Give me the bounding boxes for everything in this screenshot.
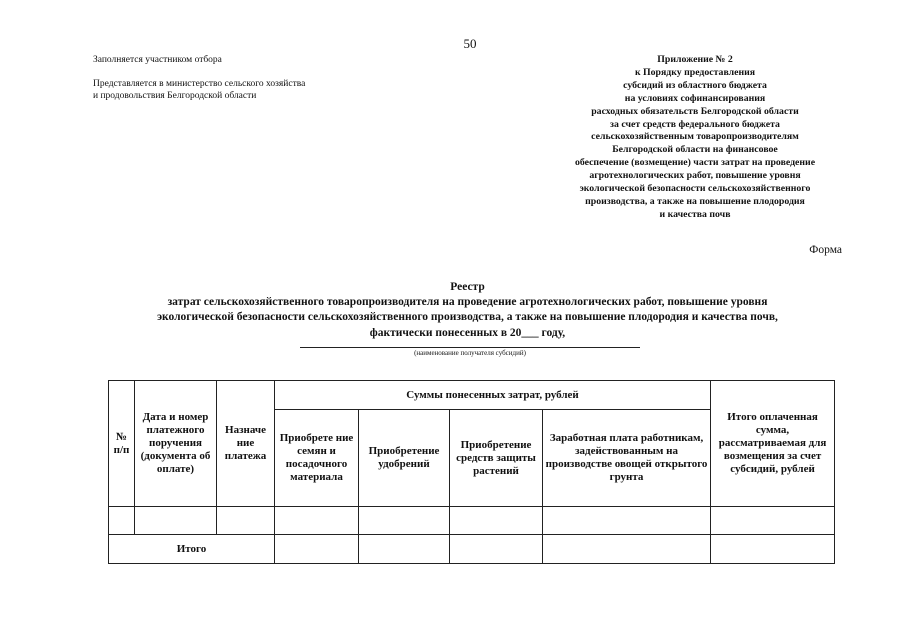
header-seeds: Приобрете ние семян и посадочного материала (275, 410, 359, 507)
header-plant-protection: Приобретение средств защиты растений (450, 410, 543, 507)
table-cell (711, 535, 835, 564)
table-row (109, 507, 835, 535)
appendix-line: обеспечение (возмещение) части затрат на проведение (574, 157, 816, 169)
form-label: Форма (809, 244, 842, 256)
title-line: затрат сельскохозяйственного товаропроизводителя на проведение агротехнологических работ, повышение уровня (167, 296, 768, 309)
table-cell (109, 507, 135, 535)
table-cell (275, 535, 359, 564)
total-label: Итого (109, 535, 275, 564)
table-total-row (109, 535, 835, 564)
appendix-line: и качества почв (659, 208, 731, 220)
table-cell (359, 507, 450, 535)
appendix-line: субсидий из областного бюджета (623, 79, 767, 91)
table-cell (359, 535, 450, 564)
appendix-line: за счет средств федерального бюджета (610, 118, 780, 130)
table-cell (450, 507, 543, 535)
table-header-row (109, 381, 835, 410)
table-cell (711, 507, 835, 535)
appendix-line: Белгородской области на финансовое (612, 144, 778, 156)
filled-by-note: Заполняется участником отбора (93, 55, 222, 65)
document-title (80, 280, 855, 341)
appendix-line: расходных обязательств Белгородской области (591, 105, 799, 117)
title-line: фактически понесенных в 20___ году, (369, 326, 566, 339)
submitted-note-line: и продовольствия Белгородской области (93, 91, 257, 101)
submitted-note (93, 78, 305, 102)
header-total-paid: Итого оплаченная сумма, рассматриваемая для возмещения за счет субсидий, рублей (711, 381, 835, 507)
table-cell (450, 535, 543, 564)
appendix-line: Приложение № 2 (657, 54, 733, 65)
appendix-line: агротехнологических работ, повышение уровня (589, 170, 801, 182)
table-cell (543, 535, 711, 564)
table-cell (275, 507, 359, 535)
appendix-line: к Порядку предоставления (634, 66, 756, 78)
table-cell (217, 507, 275, 535)
title-line: экологической безопасности сельскохозяйственного производства, а также на повышение плодородия и качества почв, (157, 311, 778, 324)
page-number: 50 (463, 36, 477, 51)
table-cell (135, 507, 217, 535)
table-cell (543, 507, 711, 535)
header-number: № п/п (109, 381, 135, 507)
header-wages: Заработная плата работникам, задействованным на производстве овощей открытого грунта (543, 410, 711, 507)
header-payment-purpose: Назначе ние платежа (217, 381, 275, 507)
appendix-line: на условиях софинансирования (624, 92, 766, 104)
appendix-line: экологической безопасности сельскохозяйственного (579, 183, 811, 195)
title-line: Реестр (450, 281, 485, 293)
appendix-line: производства, а также на повышение плодородия (585, 195, 805, 207)
recipient-name-line (300, 347, 640, 348)
appendix-line: сельскохозяйственным товаропроизводителям (591, 131, 799, 143)
header-costs-group: Суммы понесенных затрат, рублей (275, 381, 711, 410)
submitted-note-line: Представляется в министерство сельского хозяйства (93, 79, 306, 89)
registry-table (108, 380, 835, 564)
recipient-caption: (наименование получателя субсидий) (414, 349, 526, 357)
header-payment-date: Дата и номер платежного поручения (документа об оплате) (135, 381, 217, 507)
header-fertilizers: Приобретение удобрений (359, 410, 450, 507)
appendix-block (540, 54, 850, 222)
